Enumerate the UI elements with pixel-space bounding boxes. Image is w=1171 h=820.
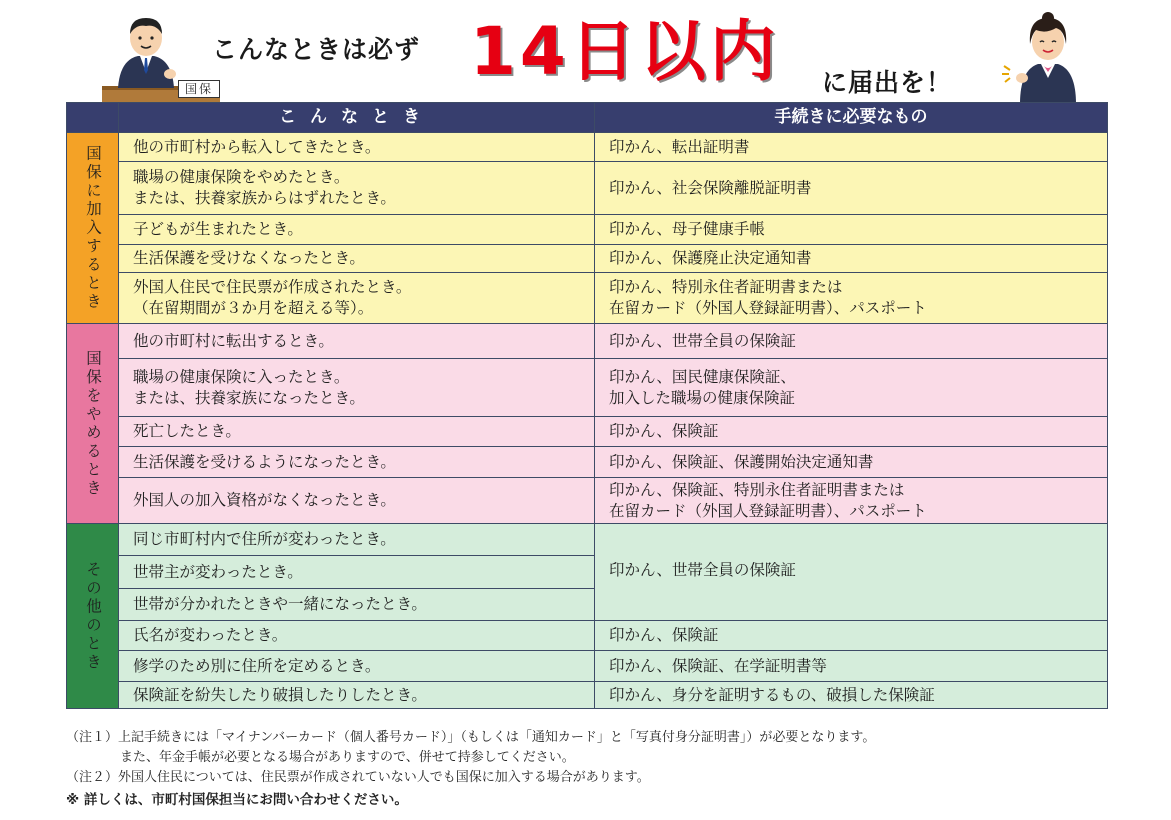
- requirement-cell: 印かん、転出証明書: [595, 133, 1108, 162]
- note-1-continued: また、年金手帳が必要となる場合がありますので、併せて持参してください。: [120, 750, 575, 765]
- table-row: [67, 215, 1108, 245]
- table-row: [67, 478, 1108, 524]
- when-cell: 他の市町村に転出するとき。: [119, 324, 595, 359]
- requirement-cell: 印かん、保険証: [595, 417, 1108, 447]
- requirement-cell: 印かん、世帯全員の保険証: [595, 524, 1108, 621]
- header: [0, 0, 1171, 104]
- footnotes: [66, 728, 1126, 810]
- woman-clerk-illustration: [998, 6, 1098, 104]
- table-row: [67, 524, 1108, 556]
- requirement-cell: 印かん、保険証、特別永住者証明書または 在留カード（外国人登録証明書）、パスポート: [595, 478, 1108, 524]
- table-row: [67, 447, 1108, 478]
- when-cell: 外国人の加入資格がなくなったとき。: [119, 478, 595, 524]
- when-cell: 世帯が分かれたときや一緒になったとき。: [119, 589, 595, 621]
- kokuho-sign: 国保: [178, 80, 220, 98]
- headline-lead: こんなときは必ず: [212, 35, 421, 64]
- headline-tail: に届出を！: [822, 68, 953, 97]
- category-leave: 国保をやめるとき: [67, 324, 119, 524]
- table-row: [67, 417, 1108, 447]
- when-cell: 職場の健康保険に入ったとき。 または、扶養家族になったとき。: [119, 359, 595, 417]
- table-row: [67, 133, 1108, 162]
- when-cell: 死亡したとき。: [119, 417, 595, 447]
- table-row: [67, 651, 1108, 682]
- when-cell: 外国人住民で住民票が作成されたとき。 （在留期間が３か月を超える等）。: [119, 273, 595, 324]
- requirement-cell: 印かん、保険証、在学証明書等: [595, 651, 1108, 682]
- table-row: [67, 359, 1108, 417]
- note-2: （注２）外国人住民については、住民票が作成されていない人でも国保に加入する場合があります。: [66, 770, 650, 785]
- header-corner: [67, 103, 119, 133]
- when-cell: 同じ市町村内で住所が変わったとき。: [119, 524, 595, 556]
- table-row: [67, 162, 1108, 215]
- requirement-cell: 印かん、保護廃止決定通知書: [595, 245, 1108, 273]
- when-cell: 職場の健康保険をやめたとき。 または、扶養家族からはずれたとき。: [119, 162, 595, 215]
- column-header-when: こんなとき: [119, 103, 595, 133]
- requirement-cell: 印かん、世帯全員の保険証: [595, 324, 1108, 359]
- table-row: [67, 273, 1108, 324]
- when-cell: 子どもが生まれたとき。: [119, 215, 595, 245]
- when-cell: 保険証を紛失したり破損したりしたとき。: [119, 682, 595, 709]
- when-cell: 生活保護を受けるようになったとき。: [119, 447, 595, 478]
- when-cell: 修学のため別に住所を定めるとき。: [119, 651, 595, 682]
- table-row: [67, 245, 1108, 273]
- table-row: [67, 324, 1108, 359]
- when-cell: 世帯主が変わったとき。: [119, 556, 595, 589]
- table-row: [67, 682, 1108, 709]
- when-cell: 生活保護を受けなくなったとき。: [119, 245, 595, 273]
- requirement-cell: 印かん、母子健康手帳: [595, 215, 1108, 245]
- requirement-cell: 印かん、国民健康保険証、 加入した職場の健康保険証: [595, 359, 1108, 417]
- category-join: 国保に加入するとき: [67, 133, 119, 324]
- procedures-table: [66, 102, 1108, 709]
- table-header-row: [67, 103, 1108, 133]
- column-header-requirements: 手続きに必要なもの: [595, 103, 1108, 133]
- table-row: [67, 621, 1108, 651]
- note-1: （注１）上記手続きには「マイナンバーカード（個人番号カード）」（もしくは「通知カード」と「写真付身分証明書」）が必要となります。: [66, 730, 876, 745]
- requirement-cell: 印かん、特別永住者証明書または 在留カード（外国人登録証明書）、パスポート: [595, 273, 1108, 324]
- requirement-cell: 印かん、保険証、保護開始決定通知書: [595, 447, 1108, 478]
- requirement-cell: 印かん、保険証: [595, 621, 1108, 651]
- when-cell: 他の市町村から転入してきたとき。: [119, 133, 595, 162]
- headline-deadline: 14日以内: [470, 13, 780, 90]
- when-cell: 氏名が変わったとき。: [119, 621, 595, 651]
- category-other: その他のとき: [67, 524, 119, 709]
- requirement-cell: 印かん、社会保険離脱証明書: [595, 162, 1108, 215]
- contact-note: ※ 詳しくは、市町村国保担当にお問い合わせください。: [66, 792, 408, 808]
- requirement-cell: 印かん、身分を証明するもの、破損した保険証: [595, 682, 1108, 709]
